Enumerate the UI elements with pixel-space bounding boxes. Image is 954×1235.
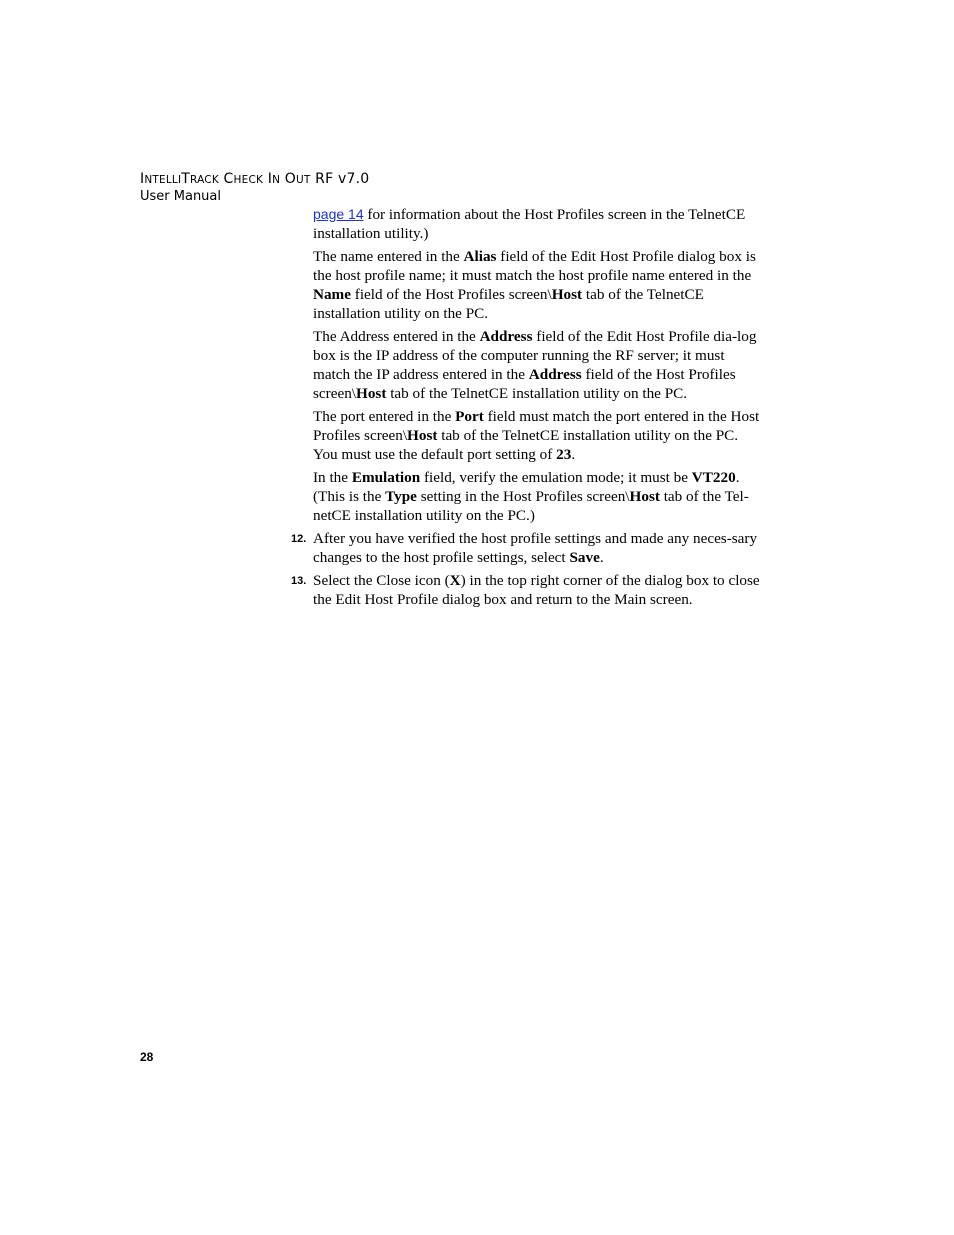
paragraph-text: field of the Host Profiles screen\ xyxy=(350,286,552,303)
bold-term: Host xyxy=(629,488,660,505)
document-title xyxy=(140,170,369,189)
paragraph-page-reference xyxy=(313,205,763,243)
bold-term: VT220 xyxy=(691,469,736,486)
bold-term: Address xyxy=(479,328,533,345)
bold-term: Port xyxy=(455,408,484,425)
title-initial: O xyxy=(280,171,297,187)
page-number: 28 xyxy=(140,1050,154,1064)
bold-term: Host xyxy=(551,286,583,303)
bold-term: Name xyxy=(313,286,351,303)
paragraph-text: for information about the Host Profiles screen in the TelnetCE installation utility.) xyxy=(313,206,746,242)
paragraph-alias xyxy=(313,247,763,323)
paragraph-text: tab of the TelnetCE installation utility on the PC. xyxy=(386,385,688,402)
paragraph-text: field of the Edit Host Profile dialog box is the host profile name; it must match the host profile name entered in the xyxy=(313,248,756,284)
page-link[interactable]: page 14 xyxy=(313,206,364,222)
title-smallcaps: HECK xyxy=(233,174,264,186)
bold-term: Emulation xyxy=(351,469,421,486)
running-header xyxy=(140,170,369,205)
step-text: Select the Close icon ( xyxy=(313,572,450,589)
title-smallcaps: NTELLI xyxy=(144,174,182,186)
bold-term: Host xyxy=(356,385,387,402)
bold-term: X xyxy=(449,572,461,589)
step-item xyxy=(291,529,763,567)
paragraph-text: field must match the port entered in the Host Profiles screen\ xyxy=(313,408,760,444)
bold-term: Address xyxy=(528,366,582,383)
document-subtitle: User Manual xyxy=(140,189,222,204)
paragraph-text: . xyxy=(571,446,576,463)
title-initial: I xyxy=(140,171,145,187)
paragraph-text: The Address entered in the xyxy=(313,328,480,345)
body-content xyxy=(291,205,763,613)
paragraph-text: In the xyxy=(313,469,352,486)
title-initial: I xyxy=(263,171,273,187)
bold-term: Save xyxy=(569,549,600,566)
paragraph-port xyxy=(313,407,763,464)
paragraph-text: tab of the Tel-netCE installation utility on the PC.) xyxy=(313,488,749,524)
paragraph-text: field, verify the emulation mode; it must be xyxy=(420,469,692,486)
title-version: RF v7.0 xyxy=(310,171,370,187)
paragraph-text: setting in the Host Profiles screen\ xyxy=(416,488,630,505)
step-number: 13. xyxy=(291,575,307,587)
paragraph-text: field of the Host Profiles screen\ xyxy=(313,366,736,402)
step-text: After you have verified the host profile settings and made any neces-sary changes to the host profile settings, select xyxy=(313,530,758,566)
title-initial: T xyxy=(181,171,191,187)
bold-term: Alias xyxy=(463,248,497,265)
title-smallcaps: N xyxy=(272,174,281,186)
step-number: 12. xyxy=(291,533,307,545)
paragraph-address xyxy=(313,327,763,403)
paragraph-text: . (This is the xyxy=(313,469,740,505)
step-item xyxy=(291,571,763,609)
step-text: ) in the top right corner of the dialog box to close the Edit Host Profile dialog box and return to the Main screen. xyxy=(313,572,760,608)
title-smallcaps: UT xyxy=(296,174,311,186)
bold-term: Host xyxy=(407,427,438,444)
paragraph-text: tab of the TelnetCE installation utility on the PC. You must use the default port setting of xyxy=(313,427,739,463)
paragraph-text: The port entered in the xyxy=(313,408,456,425)
title-initial: C xyxy=(218,171,234,187)
bold-term: Type xyxy=(385,488,417,505)
bold-term: 23 xyxy=(556,446,572,463)
step-text: . xyxy=(599,549,604,566)
paragraph-emulation xyxy=(313,468,763,525)
paragraph-text: field of the Edit Host Profile dia-log box is the IP address of the computer running the RF server; it must match the IP address entered in the xyxy=(313,328,757,383)
paragraph-text: The name entered in the xyxy=(313,248,464,265)
title-smallcaps: RACK xyxy=(190,174,219,186)
paragraph-text: tab of the TelnetCE installation utility on the PC. xyxy=(313,286,704,322)
